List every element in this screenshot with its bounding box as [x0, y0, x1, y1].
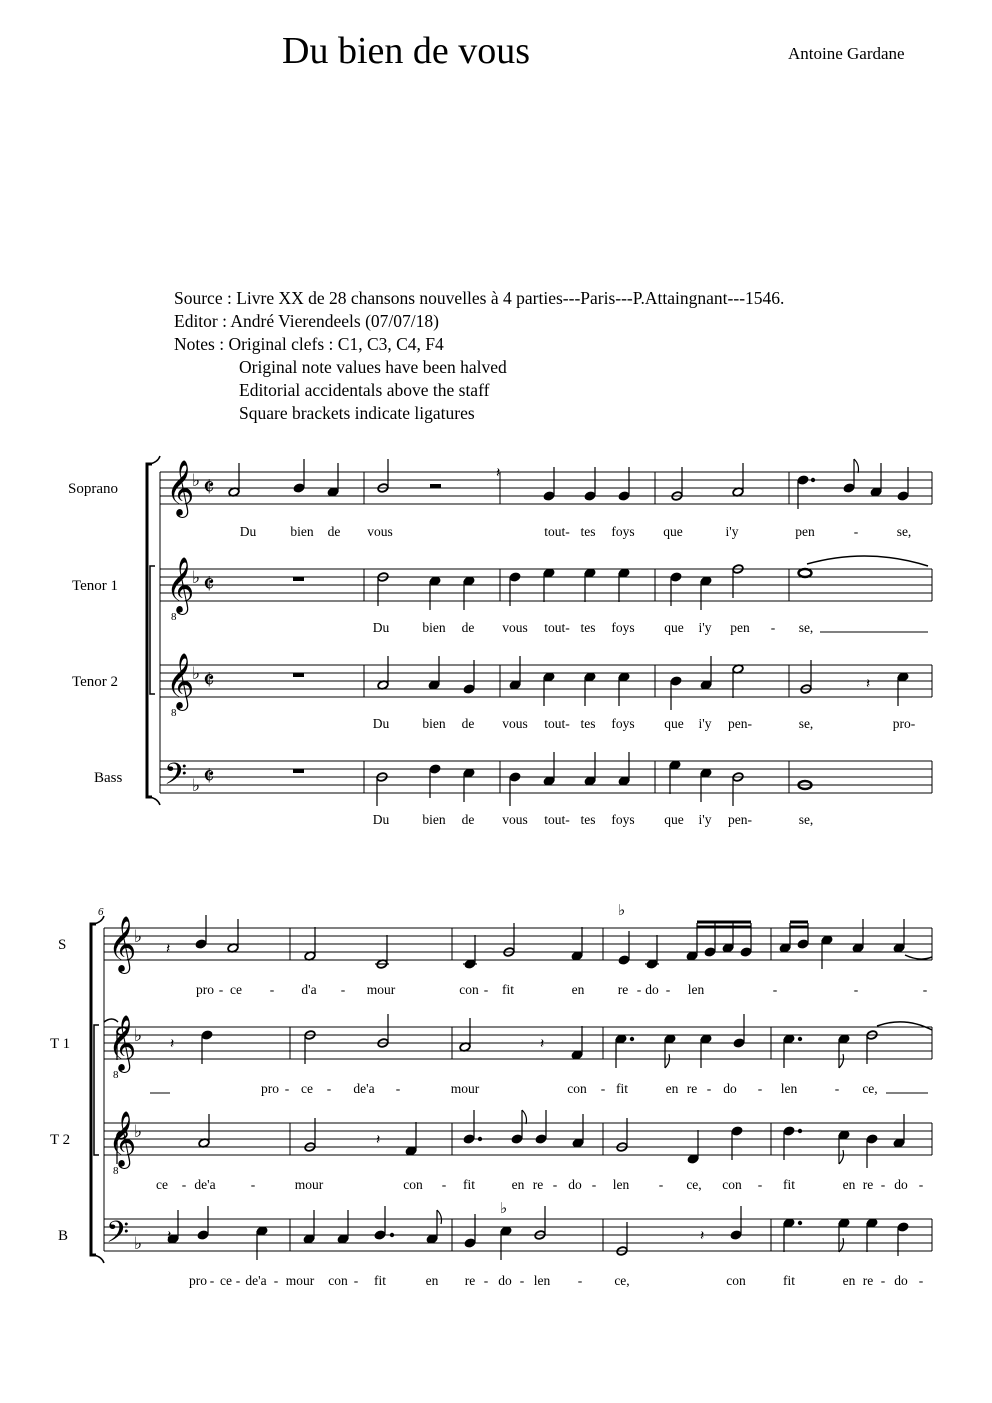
treble-clef-icon: 𝄞 [108, 1015, 137, 1071]
svg-text:-: - [353, 1273, 359, 1288]
treble-clef-icon: 𝄞 [166, 460, 195, 516]
svg-text:en: en [511, 1177, 525, 1192]
part-label: Tenor 2 [72, 674, 119, 690]
svg-text:-: - [483, 982, 489, 997]
svg-text:mour: mour [285, 1273, 315, 1288]
common-time-icon: 𝄵 [203, 666, 215, 696]
clef-area-system-1 [164, 460, 215, 799]
svg-text:de'a: de'a [353, 1081, 375, 1096]
svg-text:i'y: i'y [698, 716, 712, 731]
svg-text:8: 8 [113, 1069, 119, 1081]
svg-text:-: - [273, 1273, 279, 1288]
svg-text:-: - [757, 1081, 763, 1096]
part-label: S [58, 937, 67, 953]
svg-text:vous: vous [502, 716, 528, 731]
common-time-icon: 𝄵 [203, 570, 215, 600]
svg-text:-: - [880, 1273, 886, 1288]
svg-text:do: do [568, 1177, 582, 1192]
svg-text:ce,: ce, [862, 1081, 878, 1096]
flat-icon: ♭ [192, 664, 201, 684]
svg-text:-: - [880, 1177, 886, 1192]
notes-tenor1-1 [293, 556, 928, 610]
svg-text:i'y: i'y [698, 620, 712, 635]
svg-text:-: - [658, 1177, 664, 1192]
svg-text:-: - [250, 1177, 256, 1192]
part-label: T 2 [50, 1132, 71, 1148]
svg-text:ce: ce [220, 1273, 232, 1288]
lyrics-t2-2 [156, 1177, 924, 1192]
svg-text:bien: bien [422, 620, 446, 635]
svg-text:que: que [664, 812, 684, 827]
svg-text:bien: bien [422, 716, 446, 731]
editorial-flat-icon: ♭ [500, 1199, 508, 1217]
svg-text:de: de [461, 716, 475, 731]
notes-bass-1 [293, 752, 812, 806]
svg-text:-: - [757, 1177, 763, 1192]
flat-icon: ♭ [134, 1234, 143, 1254]
notes-tenor2-1 [293, 656, 909, 710]
svg-text:-: - [235, 1273, 241, 1288]
staff-t1 [104, 1027, 932, 1059]
svg-text:en: en [842, 1177, 856, 1192]
svg-text:-: - [269, 982, 275, 997]
svg-text:mour: mour [366, 982, 396, 997]
accidentals-note: Editorial accidentals above the staff [239, 380, 490, 400]
flat-icon: ♭ [134, 927, 143, 947]
svg-text:Du: Du [372, 716, 390, 731]
svg-text:fit: fit [783, 1177, 795, 1192]
svg-text:-: - [706, 1081, 712, 1096]
staff-bass [160, 761, 932, 793]
source-note: Source : Livre XX de 28 chansons nouvelles à 4 parties---Paris---P.Attaingnant---1546. [174, 288, 785, 308]
svg-text:8: 8 [171, 707, 177, 719]
svg-text:-: - [218, 982, 224, 997]
svg-text:tout-: tout- [544, 524, 570, 539]
svg-text:ce,: ce, [686, 1177, 702, 1192]
svg-text:bien: bien [290, 524, 314, 539]
svg-text:re: re [862, 1273, 874, 1288]
svg-text:mour: mour [294, 1177, 324, 1192]
svg-text:tes: tes [580, 620, 596, 635]
svg-text:ce: ce [156, 1177, 168, 1192]
common-time-icon: 𝄵 [203, 762, 215, 792]
svg-text:se,: se, [798, 812, 814, 827]
rest-icon: 𝄽 [540, 1036, 545, 1052]
svg-text:foys: foys [611, 812, 635, 827]
svg-text:do: do [723, 1081, 737, 1096]
svg-text:que: que [664, 716, 684, 731]
piece-title: Du bien de vous [282, 30, 531, 72]
svg-text:fit: fit [374, 1273, 386, 1288]
rest-icon: 𝄽 [496, 465, 501, 481]
editorial-flat-icon: ♭ [618, 901, 626, 919]
svg-text:-: - [600, 1081, 606, 1096]
svg-text:do: do [498, 1273, 512, 1288]
part-label: Bass [94, 770, 123, 786]
svg-text:pen: pen [795, 524, 815, 539]
svg-text:pro: pro [196, 982, 214, 997]
svg-text:len: len [612, 1177, 630, 1192]
svg-text:-: - [591, 1177, 597, 1192]
svg-text:i'y: i'y [698, 812, 712, 827]
flat-icon: ♭ [134, 1026, 143, 1046]
svg-text:-: - [483, 1273, 489, 1288]
svg-text:pro-: pro- [892, 716, 916, 731]
svg-text:se,: se, [798, 716, 814, 731]
notes-s-2 [195, 915, 932, 969]
editor-note: Editor : André Vierendeels (07/07/18) [174, 311, 439, 331]
svg-text:re: re [532, 1177, 544, 1192]
common-time-icon: 𝄵 [203, 473, 215, 503]
svg-text:tout-: tout- [544, 716, 570, 731]
barlines-system-2 [104, 928, 932, 1251]
svg-text:re: re [617, 982, 629, 997]
svg-text:de'a: de'a [194, 1177, 216, 1192]
lyrics-s-2 [196, 982, 928, 997]
svg-text:-: - [636, 982, 642, 997]
lyrics-tenor1-1 [373, 620, 928, 635]
flat-icon: ♭ [192, 568, 201, 588]
svg-text:-: - [441, 1177, 447, 1192]
svg-text:de: de [327, 524, 341, 539]
composer-name: Antoine Gardane [788, 44, 905, 63]
notes-b-2 [167, 1206, 909, 1260]
svg-text:re: re [862, 1177, 874, 1192]
svg-text:mour: mour [450, 1081, 480, 1096]
system-2 [91, 916, 932, 1263]
svg-text:-: - [552, 1177, 558, 1192]
treble-clef-icon: 𝄞 [166, 557, 195, 613]
part-label: Soprano [68, 481, 118, 497]
svg-text:-: - [340, 982, 346, 997]
svg-text:que: que [663, 524, 683, 539]
svg-text:-: - [834, 1081, 840, 1096]
svg-text:se,: se, [896, 524, 912, 539]
svg-text:con: con [403, 1177, 423, 1192]
svg-text:re: re [464, 1273, 476, 1288]
notes-soprano-1 [228, 459, 909, 509]
svg-text:do: do [645, 982, 659, 997]
svg-text:re: re [686, 1081, 698, 1096]
lyrics-bass-1 [373, 812, 814, 827]
clef-area-system-2 [106, 916, 142, 1257]
rest-icon: 𝄽 [700, 1228, 705, 1244]
bass-clef-icon: 𝄢 [106, 1216, 130, 1257]
svg-text:foys: foys [611, 620, 635, 635]
flat-icon: ♭ [192, 776, 201, 796]
svg-text:foys: foys [611, 524, 635, 539]
svg-text:d'a: d'a [301, 982, 317, 997]
svg-text:do: do [894, 1273, 908, 1288]
svg-text:en: en [425, 1273, 439, 1288]
system-1 [147, 456, 932, 805]
svg-text:vous: vous [502, 812, 528, 827]
svg-text:se,: se, [798, 620, 814, 635]
svg-text:con: con [459, 982, 479, 997]
staff-b [104, 1219, 932, 1251]
svg-text:-: - [326, 1081, 332, 1096]
note-values-note: Original note values have been halved [239, 357, 507, 377]
svg-text:pen: pen [730, 620, 750, 635]
svg-text:tout-: tout- [544, 812, 570, 827]
svg-text:8: 8 [171, 611, 177, 623]
svg-text:len: len [533, 1273, 551, 1288]
svg-text:ce: ce [301, 1081, 313, 1096]
svg-text:-: - [665, 982, 671, 997]
svg-text:fit: fit [502, 982, 514, 997]
lyrics-soprano-1 [240, 524, 912, 539]
svg-text:tout-: tout- [544, 620, 570, 635]
measure-number: 6 [98, 906, 104, 918]
svg-text:de: de [461, 812, 475, 827]
treble-clef-icon: 𝄞 [108, 916, 137, 972]
tenor-bracket [150, 566, 155, 694]
treble-clef-icon: 𝄞 [166, 653, 195, 709]
svg-text:Du: Du [372, 812, 390, 827]
svg-text:de'a: de'a [245, 1273, 267, 1288]
svg-text:-: - [209, 1273, 215, 1288]
svg-text:-: - [284, 1081, 290, 1096]
part-label: T 1 [50, 1036, 71, 1052]
svg-text:Du: Du [372, 620, 390, 635]
flat-icon: ♭ [134, 1122, 143, 1142]
svg-text:en: en [842, 1273, 856, 1288]
svg-text:con: con [722, 1177, 742, 1192]
ligatures-note: Square brackets indicate ligatures [239, 403, 475, 423]
tenor-bracket [94, 1025, 99, 1155]
lyrics-tenor2-1 [373, 716, 916, 731]
svg-text:do: do [894, 1177, 908, 1192]
svg-text:len: len [687, 982, 705, 997]
svg-text:tes: tes [580, 524, 596, 539]
rest-icon: 𝄽 [170, 1036, 175, 1052]
flat-icon: ♭ [192, 471, 201, 491]
svg-text:-: - [181, 1177, 187, 1192]
svg-text:8: 8 [113, 1165, 119, 1177]
svg-text:con: con [328, 1273, 348, 1288]
svg-text:-: - [853, 524, 859, 539]
clefs-note: Notes : Original clefs : C1, C3, C4, F4 [174, 334, 444, 354]
svg-text:-: - [395, 1081, 401, 1096]
svg-text:vous: vous [502, 620, 528, 635]
rest-icon: 𝄽 [167, 1228, 172, 1244]
svg-text:tes: tes [580, 716, 596, 731]
svg-text:con: con [726, 1273, 746, 1288]
treble-clef-icon: 𝄞 [108, 1111, 137, 1167]
svg-text:de: de [461, 620, 475, 635]
svg-text:tes: tes [580, 812, 596, 827]
svg-text:len: len [780, 1081, 798, 1096]
svg-text:en: en [665, 1081, 679, 1096]
lyrics-b-2 [189, 1273, 924, 1288]
lyrics-t1-2 [150, 1081, 928, 1096]
rest-icon: 𝄽 [166, 941, 171, 957]
svg-text:-: - [519, 1273, 525, 1288]
svg-text:i'y: i'y [725, 524, 739, 539]
svg-text:-: - [853, 982, 859, 997]
svg-text:con: con [567, 1081, 587, 1096]
rest-icon: 𝄽 [866, 676, 871, 692]
rest-icon: 𝄽 [376, 1132, 381, 1148]
svg-text:en: en [571, 982, 585, 997]
svg-text:que: que [664, 620, 684, 635]
svg-text:pen-: pen- [728, 716, 752, 731]
svg-text:-: - [922, 982, 928, 997]
svg-text:fit: fit [463, 1177, 475, 1192]
notes-t1-2 [104, 1014, 932, 1068]
svg-text:bien: bien [422, 812, 446, 827]
svg-text:-: - [918, 1177, 924, 1192]
svg-text:pro: pro [261, 1081, 279, 1096]
svg-text:-: - [772, 982, 778, 997]
svg-text:-: - [770, 620, 776, 635]
svg-text:pen-: pen- [728, 812, 752, 827]
svg-text:ce,: ce, [614, 1273, 630, 1288]
svg-text:fit: fit [616, 1081, 628, 1096]
svg-text:-: - [918, 1273, 924, 1288]
part-label: B [58, 1228, 69, 1244]
svg-text:vous: vous [367, 524, 393, 539]
svg-text:foys: foys [611, 716, 635, 731]
svg-text:pro: pro [189, 1273, 207, 1288]
svg-text:Du: Du [239, 524, 257, 539]
bass-clef-icon: 𝄢 [164, 758, 188, 799]
part-label: Tenor 1 [72, 578, 119, 594]
svg-text:ce: ce [230, 982, 242, 997]
svg-text:fit: fit [783, 1273, 795, 1288]
svg-text:-: - [577, 1273, 583, 1288]
